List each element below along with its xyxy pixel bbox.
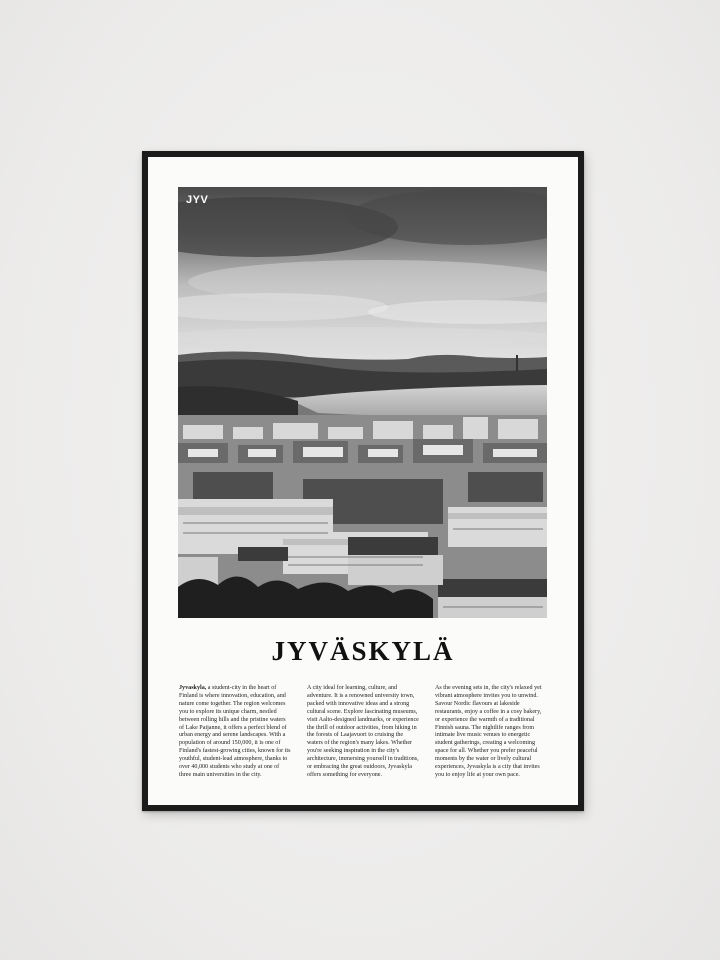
airport-code: JYV <box>186 194 209 206</box>
city-photo <box>178 187 547 618</box>
poster-frame <box>142 151 584 811</box>
text-column-3 <box>435 685 547 780</box>
poster-paper <box>148 157 578 805</box>
city-photo-drawing <box>178 187 547 618</box>
column-text: A city ideal for learning, culture, and adventure. It is a renowned university town, packed with innovative ideas and a strong cultural scene. Explore fascinating museums, visit Aalto-designed landmarks, or experience the thrill of outdoor activities, from hiking in the forests of Laajavuori to cruising the waters of the region's many lakes. Whether you're seeking inspiration in the city's architecture, immersing yourself in traditions, or embracing the great outdoors, Jyvaskyla offers something for everyone. <box>307 685 419 778</box>
text-column-2 <box>307 685 419 780</box>
column-text: As the evening sets in, the city's relaxed yet vibrant atmosphere invites you to unwind. Savour Nordic flavours at lakeside restaurants, enjoy a coffee in a cosy bakery, or experience the warmth of a traditional Finnish sauna. The nightlife ranges from intimate live music venues to energetic student gatherings, creating a welcoming space for all. Whether you prefer peaceful moments by the water or lively cultural experiences, Jyvaskyla is a city that invites you to enjoy life at your own pace. <box>435 685 542 778</box>
column-lead: Jyvaskyla, <box>179 685 207 691</box>
column-text: a student-city in the heart of Finland is where innovation, education, and nature come together. The region welcomes you to explore its unique charm, nestled between rolling hills and the pristine waters of Lake Paijanne, it offers a perfect blend of urban energy and serene landscapes. With a population of around 150,000, it is one of Finland's fastest-growing cities, known for its youthful, student-lead atmosphere, thanks to over 40,000 students who study at one of three main universities in the city. <box>179 685 291 778</box>
text-column-1 <box>179 685 291 780</box>
poster-title: JYVÄSKYLÄ <box>271 636 455 666</box>
